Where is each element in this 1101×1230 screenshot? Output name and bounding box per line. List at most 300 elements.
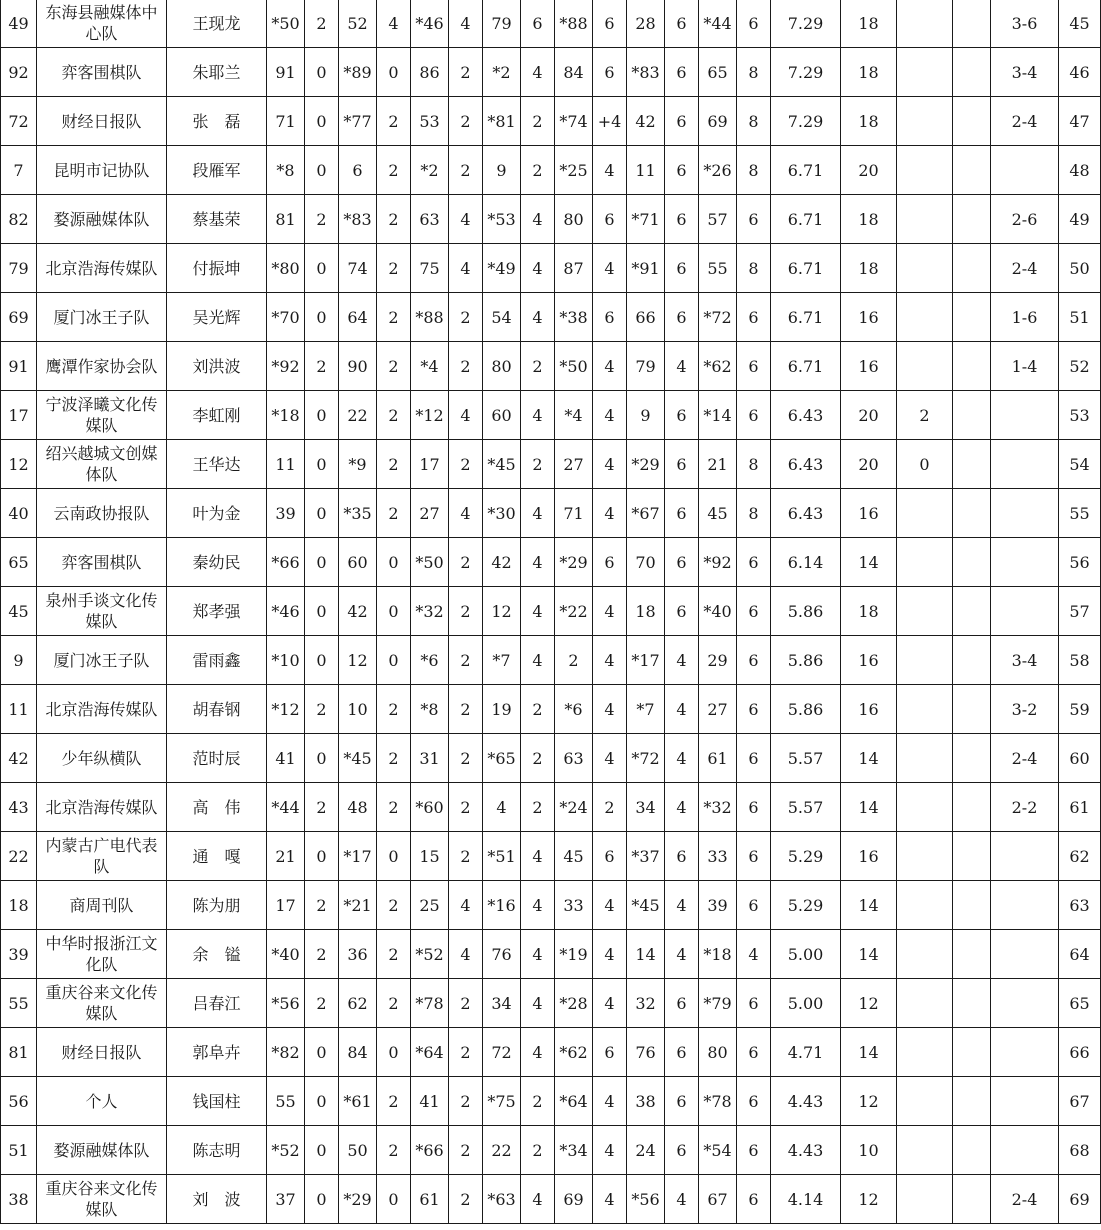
tiebreak-score-2: 18 — [841, 97, 897, 146]
player-name: 王华达 — [167, 440, 267, 489]
round6-opponent: 24 — [627, 1126, 665, 1175]
round7-opponent: *26 — [699, 146, 737, 195]
round6-points: 6 — [665, 832, 699, 881]
round6-points: 4 — [665, 685, 699, 734]
round6-points: 6 — [665, 979, 699, 1028]
round7-opponent: 27 — [699, 685, 737, 734]
team-name: 弈客围棋队 — [37, 48, 167, 97]
table-row — [1, 342, 1101, 391]
round2-opponent: *61 — [339, 1077, 377, 1126]
round4-points: 2 — [521, 1126, 555, 1175]
round3-points: 2 — [449, 48, 483, 97]
round2-points: 2 — [377, 1126, 411, 1175]
final-rank: 57 — [1059, 587, 1101, 636]
round6-points: 6 — [665, 244, 699, 293]
tiebreak-score-2: 14 — [841, 930, 897, 979]
round6-opponent: 70 — [627, 538, 665, 587]
round7-points: 6 — [737, 832, 771, 881]
tiebreak-score-4 — [953, 146, 991, 195]
tiebreak-score-3 — [897, 195, 953, 244]
table-row — [1, 391, 1101, 440]
tiebreak-score-2: 10 — [841, 1126, 897, 1175]
table-row — [1, 1126, 1101, 1175]
round5-opponent: 33 — [555, 881, 593, 930]
final-rank: 63 — [1059, 881, 1101, 930]
round3-points: 2 — [449, 832, 483, 881]
tiebreak-score-1: 4.43 — [771, 1126, 841, 1175]
round6-opponent: 38 — [627, 1077, 665, 1126]
round1-opponent: *56 — [267, 979, 305, 1028]
table-row — [1, 587, 1101, 636]
round2-points: 2 — [377, 685, 411, 734]
round5-points: 4 — [593, 881, 627, 930]
player-number: 82 — [1, 195, 37, 244]
tiebreak-score-2: 14 — [841, 1028, 897, 1077]
tiebreak-score-4 — [953, 1126, 991, 1175]
final-rank: 53 — [1059, 391, 1101, 440]
round7-points: 6 — [737, 734, 771, 783]
tiebreak-score-2: 18 — [841, 244, 897, 293]
round4-opponent: *63 — [483, 1175, 521, 1224]
round7-opponent: *54 — [699, 1126, 737, 1175]
round4-points: 6 — [521, 0, 555, 48]
player-name: 朱耶兰 — [167, 48, 267, 97]
round6-opponent: *83 — [627, 48, 665, 97]
final-rank: 64 — [1059, 930, 1101, 979]
tiebreak-score-1: 4.14 — [771, 1175, 841, 1224]
tiebreak-score-2: 16 — [841, 636, 897, 685]
round6-opponent: *71 — [627, 195, 665, 244]
round1-opponent: 39 — [267, 489, 305, 538]
round7-points: 6 — [737, 1028, 771, 1077]
round4-points: 4 — [521, 538, 555, 587]
tiebreak-score-5: 3-4 — [991, 48, 1059, 97]
team-name: 商周刊队 — [37, 881, 167, 930]
round4-opponent: *81 — [483, 97, 521, 146]
tiebreak-score-4 — [953, 783, 991, 832]
table-row — [1, 97, 1101, 146]
round3-opponent: *8 — [411, 685, 449, 734]
tiebreak-score-2: 16 — [841, 685, 897, 734]
round1-opponent: *40 — [267, 930, 305, 979]
round6-opponent: *17 — [627, 636, 665, 685]
team-name: 财经日报队 — [37, 97, 167, 146]
round7-points: 8 — [737, 48, 771, 97]
tiebreak-score-5 — [991, 1028, 1059, 1077]
round4-points: 4 — [521, 881, 555, 930]
round4-opponent: *2 — [483, 48, 521, 97]
round2-opponent: 90 — [339, 342, 377, 391]
round5-opponent: *24 — [555, 783, 593, 832]
tiebreak-score-1: 5.86 — [771, 636, 841, 685]
round1-points: 0 — [305, 489, 339, 538]
round3-points: 2 — [449, 293, 483, 342]
round2-opponent: *29 — [339, 1175, 377, 1224]
tiebreak-score-5: 1-4 — [991, 342, 1059, 391]
tiebreak-score-2: 20 — [841, 146, 897, 195]
player-number: 69 — [1, 293, 37, 342]
player-number: 38 — [1, 1175, 37, 1224]
round2-opponent: *17 — [339, 832, 377, 881]
player-number: 18 — [1, 881, 37, 930]
round6-points: 6 — [665, 587, 699, 636]
round1-opponent: *12 — [267, 685, 305, 734]
table-row — [1, 293, 1101, 342]
player-number: 79 — [1, 244, 37, 293]
round3-opponent: 31 — [411, 734, 449, 783]
tiebreak-score-2: 12 — [841, 979, 897, 1028]
round3-points: 2 — [449, 636, 483, 685]
round7-points: 6 — [737, 0, 771, 48]
round3-points: 2 — [449, 97, 483, 146]
tiebreak-score-4 — [953, 0, 991, 48]
round2-points: 0 — [377, 1028, 411, 1077]
round2-opponent: *35 — [339, 489, 377, 538]
round5-opponent: *4 — [555, 391, 593, 440]
round7-opponent: 45 — [699, 489, 737, 538]
final-rank: 54 — [1059, 440, 1101, 489]
team-name: 北京浩海传媒队 — [37, 783, 167, 832]
round2-opponent: 60 — [339, 538, 377, 587]
tiebreak-score-1: 7.29 — [771, 97, 841, 146]
round6-opponent: 42 — [627, 97, 665, 146]
round2-opponent: *89 — [339, 48, 377, 97]
round3-points: 4 — [449, 391, 483, 440]
final-rank: 62 — [1059, 832, 1101, 881]
round6-opponent: 34 — [627, 783, 665, 832]
tiebreak-score-3 — [897, 293, 953, 342]
round6-points: 4 — [665, 881, 699, 930]
round3-opponent: 63 — [411, 195, 449, 244]
tiebreak-score-1: 6.43 — [771, 489, 841, 538]
team-name: 云南政协报队 — [37, 489, 167, 538]
round6-points: 6 — [665, 146, 699, 195]
round7-points: 6 — [737, 538, 771, 587]
tiebreak-score-1: 7.29 — [771, 48, 841, 97]
round1-opponent: *44 — [267, 783, 305, 832]
tiebreak-score-5: 3-6 — [991, 0, 1059, 48]
team-name: 厦门冰王子队 — [37, 293, 167, 342]
tiebreak-score-2: 12 — [841, 1175, 897, 1224]
round7-opponent: 55 — [699, 244, 737, 293]
final-rank: 55 — [1059, 489, 1101, 538]
tiebreak-score-2: 20 — [841, 391, 897, 440]
table-row — [1, 832, 1101, 881]
tiebreak-score-1: 6.43 — [771, 391, 841, 440]
round3-points: 4 — [449, 0, 483, 48]
team-name: 鹰潭作家协会队 — [37, 342, 167, 391]
tiebreak-score-4 — [953, 48, 991, 97]
final-rank: 45 — [1059, 0, 1101, 48]
team-name: 北京浩海传媒队 — [37, 685, 167, 734]
round2-points: 2 — [377, 930, 411, 979]
round4-opponent: 54 — [483, 293, 521, 342]
round6-points: 6 — [665, 489, 699, 538]
tiebreak-score-2: 14 — [841, 881, 897, 930]
round5-opponent: *28 — [555, 979, 593, 1028]
round3-opponent: 61 — [411, 1175, 449, 1224]
final-rank: 52 — [1059, 342, 1101, 391]
player-number: 9 — [1, 636, 37, 685]
round3-opponent: 53 — [411, 97, 449, 146]
round3-opponent: 86 — [411, 48, 449, 97]
tiebreak-score-2: 16 — [841, 489, 897, 538]
team-name: 重庆谷来文化传媒队 — [37, 1175, 167, 1224]
round5-points: 6 — [593, 538, 627, 587]
round1-points: 0 — [305, 1175, 339, 1224]
player-number: 92 — [1, 48, 37, 97]
round2-opponent: 22 — [339, 391, 377, 440]
tiebreak-score-5 — [991, 391, 1059, 440]
player-name: 陈为朋 — [167, 881, 267, 930]
tiebreak-score-4 — [953, 881, 991, 930]
tiebreak-score-4 — [953, 489, 991, 538]
round5-opponent: 87 — [555, 244, 593, 293]
round1-opponent: 37 — [267, 1175, 305, 1224]
round6-points: 6 — [665, 538, 699, 587]
player-name: 王现龙 — [167, 0, 267, 48]
round4-points: 4 — [521, 832, 555, 881]
round1-opponent: 21 — [267, 832, 305, 881]
round7-points: 6 — [737, 685, 771, 734]
tiebreak-score-2: 16 — [841, 342, 897, 391]
tiebreak-score-1: 5.00 — [771, 930, 841, 979]
round5-opponent: *74 — [555, 97, 593, 146]
round4-opponent: 72 — [483, 1028, 521, 1077]
round5-points: 6 — [593, 195, 627, 244]
round6-opponent: 79 — [627, 342, 665, 391]
round4-opponent: *51 — [483, 832, 521, 881]
round6-points: 4 — [665, 342, 699, 391]
tiebreak-score-1: 6.71 — [771, 342, 841, 391]
round7-opponent: 67 — [699, 1175, 737, 1224]
round4-points: 4 — [521, 1175, 555, 1224]
round7-opponent: *92 — [699, 538, 737, 587]
player-number: 43 — [1, 783, 37, 832]
round5-opponent: *22 — [555, 587, 593, 636]
round4-opponent: *30 — [483, 489, 521, 538]
tiebreak-score-3 — [897, 1077, 953, 1126]
round1-points: 0 — [305, 391, 339, 440]
round1-points: 0 — [305, 48, 339, 97]
round3-points: 2 — [449, 685, 483, 734]
tiebreak-score-4 — [953, 636, 991, 685]
table-row — [1, 489, 1101, 538]
round4-points: 2 — [521, 146, 555, 195]
round7-points: 6 — [737, 195, 771, 244]
round4-points: 4 — [521, 636, 555, 685]
round7-points: 6 — [737, 293, 771, 342]
round7-opponent: 61 — [699, 734, 737, 783]
round3-points: 2 — [449, 538, 483, 587]
tiebreak-score-4 — [953, 1077, 991, 1126]
table-row — [1, 195, 1101, 244]
round4-points: 4 — [521, 195, 555, 244]
round5-points: 4 — [593, 734, 627, 783]
round2-points: 0 — [377, 636, 411, 685]
final-rank: 58 — [1059, 636, 1101, 685]
round5-opponent: *25 — [555, 146, 593, 195]
round4-points: 4 — [521, 244, 555, 293]
player-name: 刘 波 — [167, 1175, 267, 1224]
round1-points: 2 — [305, 783, 339, 832]
final-rank: 68 — [1059, 1126, 1101, 1175]
table-row — [1, 783, 1101, 832]
round6-points: 4 — [665, 783, 699, 832]
round5-points: 4 — [593, 685, 627, 734]
round3-opponent: 27 — [411, 489, 449, 538]
round3-points: 2 — [449, 440, 483, 489]
round6-points: 6 — [665, 1077, 699, 1126]
round5-points: 6 — [593, 832, 627, 881]
round7-points: 6 — [737, 1077, 771, 1126]
tiebreak-score-5 — [991, 1126, 1059, 1175]
player-number: 56 — [1, 1077, 37, 1126]
round2-points: 2 — [377, 440, 411, 489]
tiebreak-score-3 — [897, 1028, 953, 1077]
tiebreak-score-4 — [953, 538, 991, 587]
round2-opponent: 64 — [339, 293, 377, 342]
tiebreak-score-2: 16 — [841, 293, 897, 342]
final-rank: 60 — [1059, 734, 1101, 783]
round2-points: 2 — [377, 734, 411, 783]
round1-opponent: *92 — [267, 342, 305, 391]
round3-opponent: *64 — [411, 1028, 449, 1077]
round2-points: 2 — [377, 1077, 411, 1126]
table-row — [1, 48, 1101, 97]
round7-points: 8 — [737, 489, 771, 538]
tiebreak-score-5 — [991, 881, 1059, 930]
round5-opponent: *19 — [555, 930, 593, 979]
round7-opponent: 33 — [699, 832, 737, 881]
round1-opponent: *8 — [267, 146, 305, 195]
round4-points: 4 — [521, 587, 555, 636]
round6-opponent: 28 — [627, 0, 665, 48]
round5-points: 4 — [593, 1175, 627, 1224]
round1-opponent: 55 — [267, 1077, 305, 1126]
tiebreak-score-5 — [991, 930, 1059, 979]
round1-points: 0 — [305, 440, 339, 489]
round7-points: 6 — [737, 391, 771, 440]
round4-points: 4 — [521, 489, 555, 538]
round5-points: 4 — [593, 979, 627, 1028]
tiebreak-score-5: 3-2 — [991, 685, 1059, 734]
round7-opponent: 69 — [699, 97, 737, 146]
tiebreak-score-1: 7.29 — [771, 0, 841, 48]
round3-opponent: *50 — [411, 538, 449, 587]
tiebreak-score-1: 6.14 — [771, 538, 841, 587]
round1-opponent: *52 — [267, 1126, 305, 1175]
round4-points: 2 — [521, 1077, 555, 1126]
round5-points: 4 — [593, 587, 627, 636]
round6-points: 6 — [665, 1028, 699, 1077]
round7-opponent: 39 — [699, 881, 737, 930]
round1-points: 2 — [305, 195, 339, 244]
round5-points: 4 — [593, 1077, 627, 1126]
tiebreak-score-4 — [953, 930, 991, 979]
round1-points: 0 — [305, 636, 339, 685]
tiebreak-score-5: 2-4 — [991, 734, 1059, 783]
tiebreak-score-2: 14 — [841, 783, 897, 832]
player-name: 范时辰 — [167, 734, 267, 783]
final-rank: 46 — [1059, 48, 1101, 97]
round1-opponent: 71 — [267, 97, 305, 146]
round7-opponent: 65 — [699, 48, 737, 97]
player-name: 通 嘎 — [167, 832, 267, 881]
round3-opponent: 75 — [411, 244, 449, 293]
round1-opponent: *50 — [267, 0, 305, 48]
round2-opponent: 6 — [339, 146, 377, 195]
round4-points: 2 — [521, 783, 555, 832]
round3-points: 4 — [449, 930, 483, 979]
tiebreak-score-3 — [897, 587, 953, 636]
round7-opponent: *62 — [699, 342, 737, 391]
tiebreak-score-4 — [953, 440, 991, 489]
round1-points: 0 — [305, 587, 339, 636]
player-name: 蔡基荣 — [167, 195, 267, 244]
round3-points: 2 — [449, 1028, 483, 1077]
tiebreak-score-5 — [991, 587, 1059, 636]
tiebreak-score-1: 5.29 — [771, 881, 841, 930]
round3-opponent: *46 — [411, 0, 449, 48]
round4-points: 4 — [521, 293, 555, 342]
round3-points: 4 — [449, 244, 483, 293]
tiebreak-score-3 — [897, 538, 953, 587]
round5-points: 4 — [593, 146, 627, 195]
round4-opponent: *45 — [483, 440, 521, 489]
round1-points: 0 — [305, 293, 339, 342]
round5-opponent: *64 — [555, 1077, 593, 1126]
round3-opponent: *52 — [411, 930, 449, 979]
round5-points: 4 — [593, 391, 627, 440]
tiebreak-score-5: 2-4 — [991, 97, 1059, 146]
round3-points: 2 — [449, 783, 483, 832]
round4-opponent: 19 — [483, 685, 521, 734]
round6-points: 6 — [665, 293, 699, 342]
round7-opponent: *40 — [699, 587, 737, 636]
round5-points: 6 — [593, 1028, 627, 1077]
round5-points: 4 — [593, 244, 627, 293]
team-name: 东海县融媒体中心队 — [37, 0, 167, 48]
round4-points: 4 — [521, 979, 555, 1028]
tiebreak-score-5: 2-4 — [991, 1175, 1059, 1224]
round5-points: 4 — [593, 1126, 627, 1175]
round2-opponent: 74 — [339, 244, 377, 293]
round5-opponent: *62 — [555, 1028, 593, 1077]
round2-opponent: *77 — [339, 97, 377, 146]
tiebreak-score-5 — [991, 979, 1059, 1028]
round7-points: 6 — [737, 1175, 771, 1224]
round6-points: 6 — [665, 391, 699, 440]
player-number: 22 — [1, 832, 37, 881]
tiebreak-score-3 — [897, 1175, 953, 1224]
round1-points: 2 — [305, 685, 339, 734]
tiebreak-score-5: 2-6 — [991, 195, 1059, 244]
round5-opponent: *50 — [555, 342, 593, 391]
round5-points: 4 — [593, 636, 627, 685]
round4-points: 2 — [521, 342, 555, 391]
round6-opponent: 11 — [627, 146, 665, 195]
round1-points: 2 — [305, 0, 339, 48]
round1-points: 0 — [305, 1126, 339, 1175]
tiebreak-score-3 — [897, 0, 953, 48]
round4-points: 2 — [521, 685, 555, 734]
round6-opponent: *72 — [627, 734, 665, 783]
round3-points: 2 — [449, 1126, 483, 1175]
tiebreak-score-5: 2-2 — [991, 783, 1059, 832]
player-number: 55 — [1, 979, 37, 1028]
player-number: 81 — [1, 1028, 37, 1077]
